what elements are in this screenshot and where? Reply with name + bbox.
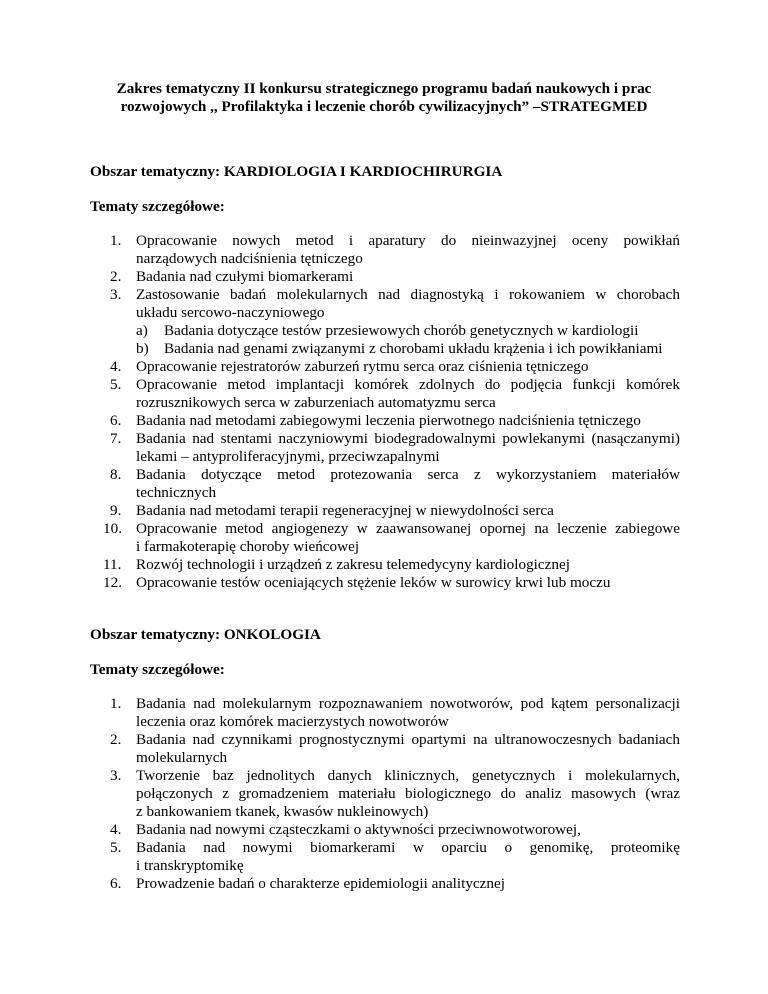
section-onkologia — [90, 626, 680, 893]
list-item — [90, 268, 680, 286]
item-text: Badania nad metodami terapii regeneracyjnej w niewydolności serca — [136, 502, 554, 519]
item-number: 2. — [110, 731, 122, 748]
item-text: Tworzenie baz jednolitych danych klinicznych, genetycznych i molekularnych, — [136, 767, 680, 784]
item-text: połączonych z gromadzeniem materiału biologicznego do analiz masowych (wraz — [136, 785, 680, 802]
item-number: 8. — [110, 466, 122, 483]
title-line-1: Zakres tematyczny II konkursu strategicznego programu badań naukowych i prac — [116, 80, 652, 97]
item-text: układu sercowo-naczyniowego — [136, 304, 325, 321]
list-item — [90, 466, 680, 502]
item-text: Badania nad czułymi biomarkerami — [136, 268, 354, 285]
item-number: 9. — [110, 502, 122, 519]
item-text: Badania nad stentami naczyniowymi biodegradowalnymi powlekanymi (nasączanymi) — [136, 430, 680, 447]
title-line-2: rozwojowych ,, Profilaktyka i leczenie chorób cywilizacyjnych” –STRATEGMED — [120, 98, 648, 115]
item-text: rozrusznikowych serca w zaburzeniach automatyzmu serca — [136, 394, 496, 411]
item-text: leczenia oraz komórek macierzystych nowotworów — [136, 713, 449, 730]
item-number: 6. — [110, 412, 122, 429]
list-item — [90, 731, 680, 767]
item-number: 4. — [110, 821, 122, 838]
item-text: Opracowanie rejestratorów zaburzeń rytmu serca oraz ciśnienia tętniczego — [136, 358, 589, 375]
sub-list-item — [136, 322, 680, 340]
item-number: 11. — [103, 556, 122, 573]
list-item — [90, 232, 680, 268]
list-item — [90, 556, 680, 574]
list-item — [90, 695, 680, 731]
sub-item-text: Badania dotyczące testów przesiewowych chorób genetycznych w kardiologii — [164, 322, 639, 339]
list-item — [90, 286, 680, 358]
sub-list-item — [136, 340, 680, 358]
item-text: Opracowanie metod angiogenezy w zaawansowanej opornej na leczenie zabiegowe — [136, 520, 680, 537]
item-number: 6. — [110, 875, 122, 892]
item-text: Badania nad nowymi cząsteczkami o aktywności przeciwnowotworowej, — [136, 821, 581, 838]
section-subheading: Tematy szczegółowe: — [90, 661, 225, 678]
topic-list — [90, 695, 680, 893]
list-item — [90, 520, 680, 556]
list-item — [90, 412, 680, 430]
item-text: Opracowanie testów oceniających stężenie leków w surowicy krwi lub moczu — [136, 574, 611, 591]
item-text: molekularnych — [136, 749, 228, 766]
item-number: 3. — [110, 767, 122, 784]
item-text: Rozwój technologii i urządzeń z zakresu telemedycyny kardiologicznej — [136, 556, 570, 573]
list-item — [90, 875, 680, 893]
item-number: 10. — [103, 520, 122, 537]
item-text: i transkryptomikę — [136, 857, 244, 874]
list-item — [90, 574, 680, 592]
section-heading: Obszar tematyczny: ONKOLOGIA — [90, 626, 321, 643]
list-item — [90, 376, 680, 412]
item-text: i farmakoterapię choroby wieńcowej — [136, 538, 360, 555]
item-text: technicznych — [136, 484, 217, 501]
item-number: 12. — [103, 574, 122, 591]
section-subheading: Tematy szczegółowe: — [90, 198, 225, 215]
sub-item-text: Badania nad genami związanymi z chorobami układu krążenia i ich powikłaniami — [164, 340, 663, 357]
item-text: lekami – antyproliferacyjnymi, przeciwzapalnymi — [136, 448, 440, 465]
item-text: Prowadzenie badań o charakterze epidemiologii analitycznej — [136, 875, 505, 892]
section-heading: Obszar tematyczny: KARDIOLOGIA I KARDIOCHIRURGIA — [90, 163, 503, 180]
sub-list — [136, 322, 680, 358]
item-number: 7. — [110, 430, 122, 447]
document-title — [60, 80, 708, 116]
item-number: 1. — [110, 232, 122, 249]
item-text: Badania nad metodami zabiegowymi leczenia pierwotnego nadciśnienia tętniczego — [136, 412, 641, 429]
item-text: Badania nad czynnikami prognostycznymi opartymi na ultranowoczesnych badaniach — [136, 731, 680, 748]
list-item — [90, 430, 680, 466]
sub-item-letter: b) — [136, 340, 149, 357]
item-number: 2. — [110, 268, 122, 285]
item-text: Opracowanie metod implantacji komórek zdolnych do podjęcia funkcji komórek — [136, 376, 680, 393]
item-text: z bankowaniem tkanek, kwasów nukleinowych) — [136, 803, 429, 820]
sub-item-letter: a) — [136, 322, 148, 339]
item-number: 1. — [110, 695, 122, 712]
item-text: narządowych nadciśnienia tętniczego — [136, 250, 363, 267]
item-text: Badania dotyczące metod protezowania serca z wykorzystaniem materiałów — [136, 466, 680, 483]
list-item — [90, 839, 680, 875]
item-number: 3. — [110, 286, 122, 303]
list-item — [90, 358, 680, 376]
topic-list — [90, 232, 680, 592]
item-number: 5. — [110, 839, 122, 856]
item-text: Badania nad molekularnym rozpoznawaniem nowotworów, pod kątem personalizacji — [136, 695, 680, 712]
item-number: 4. — [110, 358, 122, 375]
item-text: Zastosowanie badań molekularnych nad diagnostyką i rokowaniem w chorobach — [136, 286, 680, 303]
list-item — [90, 767, 680, 821]
section-kardiologia — [90, 163, 680, 592]
list-item — [90, 502, 680, 520]
list-item — [90, 821, 680, 839]
item-text: Opracowanie nowych metod i aparatury do nieinwazyjnej oceny powikłań — [136, 232, 680, 249]
item-number: 5. — [110, 376, 122, 393]
item-text: Badania nad nowymi biomarkerami w oparciu o genomikę, proteomikę — [136, 839, 680, 856]
